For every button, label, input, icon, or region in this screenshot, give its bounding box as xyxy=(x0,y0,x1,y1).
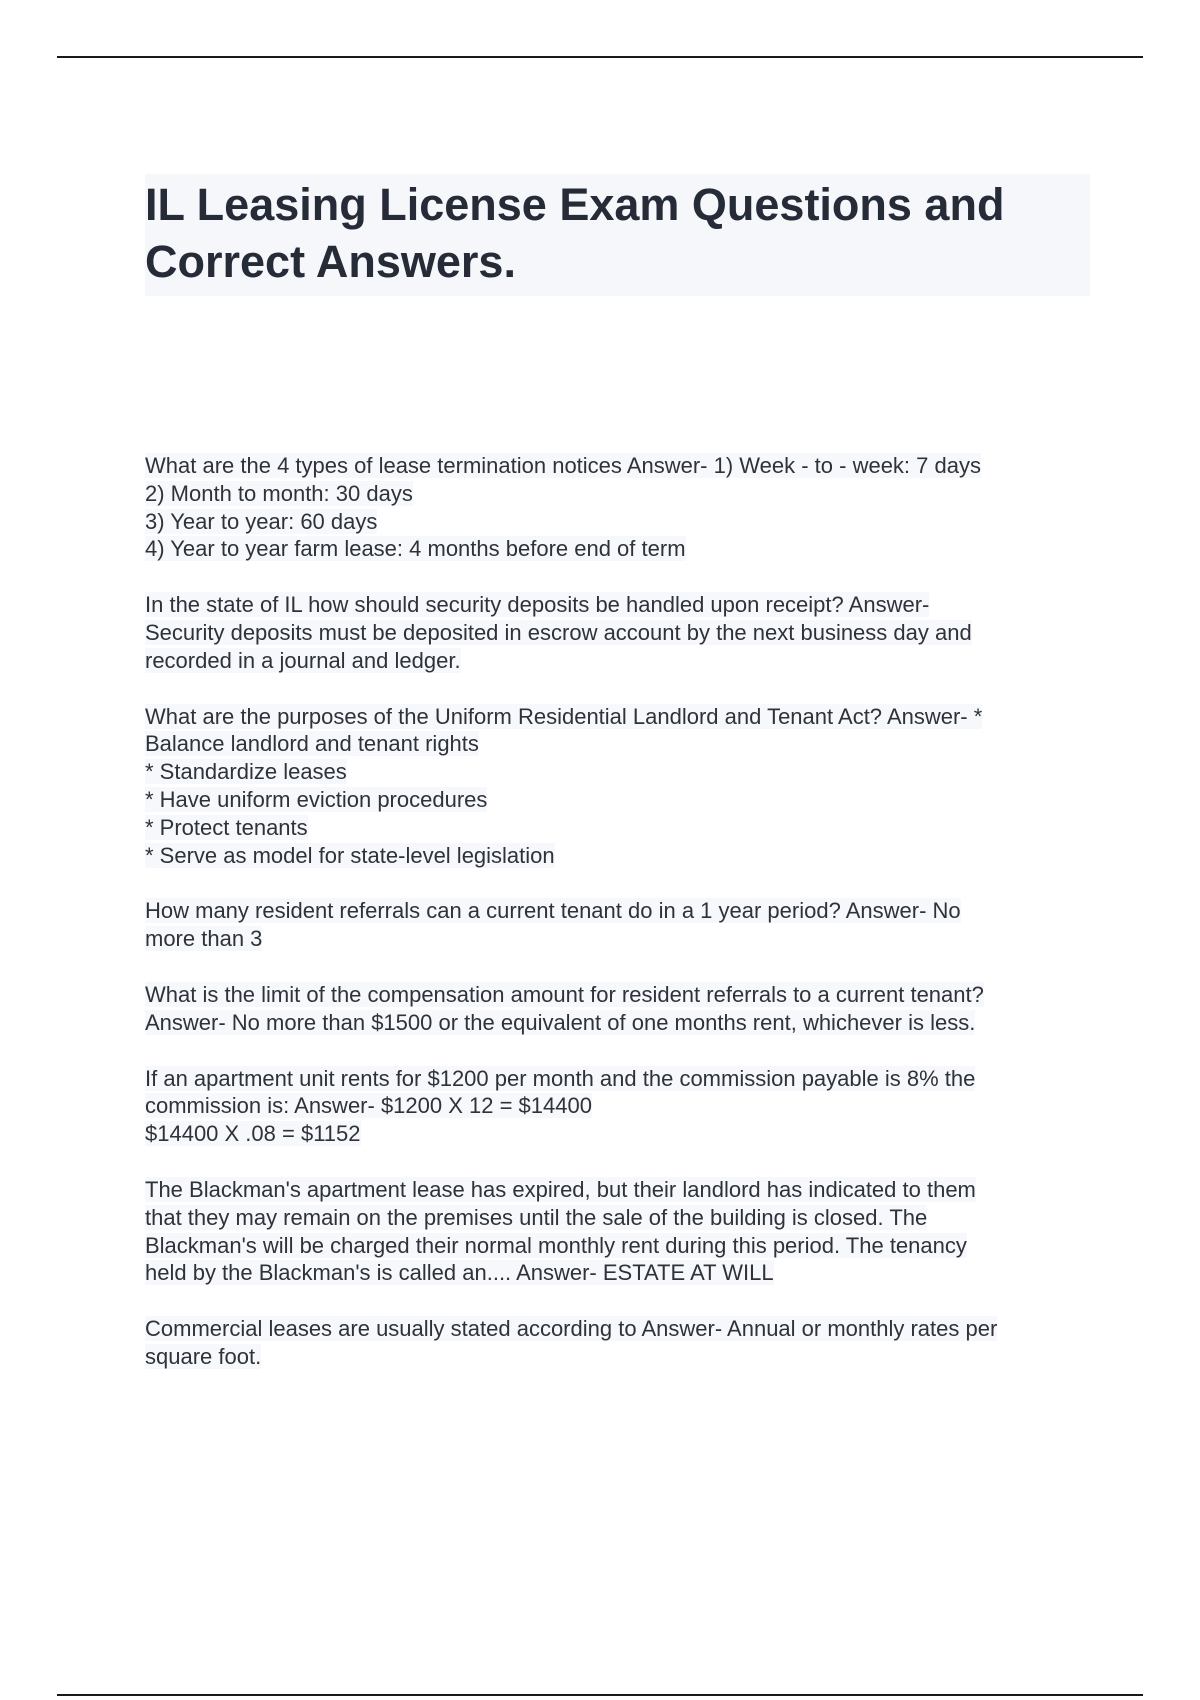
qa-line xyxy=(145,842,1105,870)
qa-item xyxy=(145,981,1105,1037)
qa-line-text: * Have uniform eviction procedures xyxy=(145,786,488,812)
qa-line xyxy=(145,1315,1105,1343)
qa-line-text: held by the Blackman's is called an.... Answer- ESTATE AT WILL xyxy=(145,1260,774,1286)
qa-line-text: If an apartment unit rents for $1200 per month and the commission payable is 8% the xyxy=(145,1065,976,1091)
bottom-rule xyxy=(57,1694,1143,1696)
qa-line xyxy=(145,508,1105,536)
qa-line-text: The Blackman's apartment lease has expired, but their landlord has indicated to them xyxy=(145,1176,976,1202)
qa-line-text: What are the purposes of the Uniform Residential Landlord and Tenant Act? Answer- * xyxy=(145,703,983,729)
qa-line xyxy=(145,452,1105,480)
top-rule xyxy=(57,56,1143,58)
qa-item xyxy=(145,591,1105,674)
qa-item xyxy=(145,897,1105,953)
qa-line-text: $14400 X .08 = $1152 xyxy=(145,1121,361,1147)
qa-line-text: 4) Year to year farm lease: 4 months before end of term xyxy=(145,536,686,562)
title-line-2: Correct Answers. xyxy=(145,236,516,287)
qa-line-text: Balance landlord and tenant rights xyxy=(145,731,479,757)
qa-line-text: commission is: Answer- $1200 X 12 = $14400 xyxy=(145,1093,592,1119)
qa-line-text: What is the limit of the compensation amount for resident referrals to a current tenant? xyxy=(145,981,984,1007)
qa-line-text: 3) Year to year: 60 days xyxy=(145,508,378,534)
qa-line-text: Answer- No more than $1500 or the equivalent of one months rent, whichever is less. xyxy=(145,1009,976,1035)
qa-line-text: 2) Month to month: 30 days xyxy=(145,480,413,506)
qa-item xyxy=(145,1065,1105,1148)
qa-line-text: recorded in a journal and ledger. xyxy=(145,647,461,673)
qa-item xyxy=(145,703,1105,870)
qa-line xyxy=(145,1009,1105,1037)
qa-line xyxy=(145,1120,1105,1148)
qa-line xyxy=(145,1232,1105,1260)
qa-line xyxy=(145,535,1105,563)
qa-line xyxy=(145,619,1105,647)
qa-item xyxy=(145,1315,1105,1371)
document-title xyxy=(145,174,1090,296)
qa-line xyxy=(145,1065,1105,1093)
qa-line xyxy=(145,730,1105,758)
qa-line xyxy=(145,981,1105,1009)
qa-item xyxy=(145,452,1105,563)
qa-line-text: In the state of IL how should security deposits be handled upon receipt? Answer- xyxy=(145,592,930,618)
qa-line xyxy=(145,786,1105,814)
qa-line-text: What are the 4 types of lease termination notices Answer- 1) Week - to - week: 7 days xyxy=(145,453,981,478)
title-line-1: IL Leasing License Exam Questions and xyxy=(145,179,1005,230)
qa-line-text: How many resident referrals can a current tenant do in a 1 year period? Answer- No xyxy=(145,898,961,924)
qa-line xyxy=(145,758,1105,786)
qa-line-text: * Standardize leases xyxy=(145,759,347,785)
qa-line xyxy=(145,591,1105,619)
qa-item xyxy=(145,1176,1105,1287)
qa-line-text: * Protect tenants xyxy=(145,814,308,840)
qa-line xyxy=(145,1176,1105,1204)
qa-line xyxy=(145,647,1105,675)
qa-line xyxy=(145,1343,1105,1371)
qa-line xyxy=(145,814,1105,842)
qa-line xyxy=(145,897,1105,925)
qa-line-text: * Serve as model for state-level legislation xyxy=(145,842,555,868)
qa-line-text: that they may remain on the premises until the sale of the building is closed. The xyxy=(145,1204,928,1230)
qa-line-text: Blackman's will be charged their normal monthly rent during this period. The tenancy xyxy=(145,1232,967,1258)
qa-line-text: Commercial leases are usually stated according to Answer- Annual or monthly rates per xyxy=(145,1316,998,1342)
qa-line-text: more than 3 xyxy=(145,926,263,952)
qa-line xyxy=(145,1092,1105,1120)
qa-line xyxy=(145,703,1105,731)
qa-line xyxy=(145,925,1105,953)
qa-list xyxy=(145,452,1105,1399)
qa-line xyxy=(145,480,1105,508)
qa-line-text: Security deposits must be deposited in escrow account by the next business day and xyxy=(145,619,972,645)
qa-line xyxy=(145,1259,1105,1287)
qa-line xyxy=(145,1204,1105,1232)
qa-line-text: square foot. xyxy=(145,1343,262,1369)
